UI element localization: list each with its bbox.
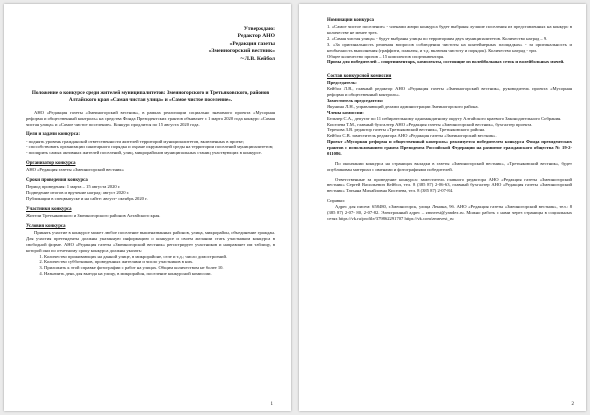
dates-line: Публикации в спецвыпуске и на сайте: август- октябрь 2020 г. bbox=[26, 196, 148, 202]
deputy-label: Заместитель председателя: bbox=[327, 98, 384, 103]
conditions-heading: Условия конкурса bbox=[26, 223, 66, 229]
goal-item: - способствовать организации санитарного порядка и охране окружающей среды на территории поселений муниципалитетов; bbox=[26, 144, 274, 150]
conditions-list-item: 4. Назначить день для выезда на улицу, в микрорайон, поселение конкурсной комиссии. bbox=[44, 271, 275, 277]
jury-heading: Состав конкурсной комиссии bbox=[327, 74, 392, 80]
page-number: 1 bbox=[270, 402, 273, 407]
document-title: Положение о конкурсе среди жителей муниципалитетов: Змеиногорского и Третьяковского, районов Алтайского края «Самая чистая улица» и «Самое чистое поселение». bbox=[31, 90, 270, 104]
conditions-list-item: 2. Количество субботников, проведенных жителями и число участников в них. bbox=[44, 259, 275, 265]
inquiries-heading: Справки: bbox=[327, 198, 345, 204]
nomination-item: 2. «Самая чистая улица» - будут выбраны улицы по территориям двух муниципалитетов. Количество наград – 9. bbox=[327, 35, 548, 41]
page-1-content bbox=[26, 24, 275, 399]
chairman-label: Председатель: bbox=[327, 80, 357, 86]
approval-line: «Змеиногорский вестник» bbox=[208, 47, 275, 54]
approval-line: Утверждаю: bbox=[243, 26, 275, 32]
page-number: 2 bbox=[571, 402, 574, 407]
prizes-text: Призы для победителей – спортинвентарь, комплекты, состоящие из волейбольных сеток и волейбольных мячей. bbox=[327, 59, 565, 65]
results-text: По окончании конкурса на страницах вкладки в газеты «Змеиногорский вестник», «Третьяковский вестник», будет опубликован материал с именами и фотографиями победителей. bbox=[327, 160, 572, 172]
members-label: Члены комиссии: bbox=[327, 109, 364, 115]
nomination-item: 1. «Самое чистое поселение» - членами жюри конкурса будет выбраны лучшие поселения из представленных на конкурс в количестве не менее трех. bbox=[327, 24, 572, 35]
page-2 bbox=[299, 4, 586, 411]
approval-line: «Редакция газеты bbox=[229, 40, 275, 47]
conditions-text: Принять участие в конкурсе может любое поселение вышеназванных районов, улица, микрорайон, объединение граждан. Для участия претенденты должны указанную информацию о конкурсе и своем желании стать участником конкурса в свободной форме. АНО «Редакция газеты «Змеиногорский вестник» регистрирует участников и направляет им таблицу, в которой они по отчетному сроку конкурса должны указать: bbox=[26, 230, 275, 253]
approval-signature: ~Л.В. Кейбол bbox=[239, 55, 275, 63]
conditions-list bbox=[26, 254, 275, 278]
page-2-content bbox=[327, 18, 572, 399]
nominations-heading: Номинации конкурса bbox=[327, 18, 374, 23]
conditions-list-item: 1. Количество проживающих на данной улице, в микрорайоне, селе и т.д.; число домостроений. bbox=[44, 254, 275, 260]
member-item: Кейбол С.В. заместитель редактора АНО «Редакция газеты «Змеиногорский вестник». bbox=[327, 133, 497, 139]
approval-line: Редактор АНО bbox=[237, 33, 275, 40]
member-item: Киселева Т.М., главный бухгалтер АНО «Редакция газеты «Змеиногорский вестник», бухгалтер проекта. bbox=[327, 121, 533, 127]
nomination-item: 3. «За оригинальность решения вопросов соблюдения чистоты на контейнерных площадках» - за оригинальность и необычность выполнения (граффити, плакаты, и т.д. включая чистоту и порядок). Количество наград - три. bbox=[327, 41, 572, 53]
dates-line: Подведение итогов и вручение наград: август 2020 г. bbox=[26, 190, 130, 196]
conditions-list-item: 3. Приложить к этой справке фотографии с работ на улицах. Общим количеством не более 10. bbox=[44, 265, 275, 271]
address-text: Адрес для писем: 658480, г.Змеиногорск, улица Ленина, 9б. АНО «Редакция газеты «Змеиногорский вестник», тел.: 8 (385 87) 2-07- 80, 2-07-82. Электронный адрес – zmnvest@yandex.ru. Можно работь с нами через страницы в социальных сетях https://vk.ru/profile/379862291707 https://vk.com/zmnvest_ru bbox=[327, 204, 572, 221]
participants-heading: Участники конкурса bbox=[26, 206, 72, 212]
goals-heading: Цели и задачи конкурса: bbox=[26, 132, 80, 138]
dates-line: Период проведения: 1 марта – 15 августа 2020 г. bbox=[26, 184, 121, 190]
deputy-text: Якунина Л.Н., управляющий делами администрации Змеиногорского района. bbox=[327, 103, 479, 109]
goal-item: - поднять уровень гражданской ответственности жителей территорий муниципалитетов, включенных в проект; bbox=[26, 138, 245, 144]
organizer-text: АНО «Редакция газеты «Змеиногорский вестник» bbox=[26, 167, 124, 173]
member-item: Бельчер С.А., депутат по 11 избирательному одномандатному округу Алтайского краевого Законодательного Собрания. bbox=[327, 115, 562, 121]
signature-mark: ~ bbox=[239, 55, 245, 63]
organizer-heading: Организатор конкурса bbox=[26, 161, 76, 167]
goal-item: - поощрить самых активных жителей поселений, улиц, микрорайонов муниципальных станиц участвующих в конкурсе. bbox=[26, 150, 262, 156]
member-item: Терехова З.В. редактор газеты «Третьяковский вестник», Третьяковского района. bbox=[327, 127, 486, 133]
prize-total: Общее количество призов – 15 комплектов спортинвентаря. bbox=[327, 53, 445, 59]
intro-paragraph: АНО «Редакция газеты «Змеиногорский вестник», в рамках реализации социально значимого проекта «Мусорная реформа и общественный контроль» на средства Фонда Президентских грантов объявляет с 1 марта 2020 года конкурс «Самая чистая улица» и «Самое чистое поселение». Конкурс продлится по 15 августа 2020 года. bbox=[26, 109, 275, 127]
approval-block bbox=[166, 26, 275, 63]
grant-note: Проект «Мусорная реформа и общественный контроль» реализуется победителем конкурса Фонда президентских грантов с использованием гранта Президента Российской Федерации на развитие гражданского общества № 19-2-011086. bbox=[327, 139, 572, 156]
dates-heading: Сроки проведения конкурса bbox=[26, 178, 88, 184]
participants-text: Жители Третьяковского и Змеиногорского районов Алтайского края. bbox=[26, 213, 161, 219]
chairman-text: Кейбол Л.В., главный редактор АНО «Редакция газеты «Змеиногорский вестник», руководитель проекта «Мусорная реформа и общественный контроль». bbox=[327, 86, 572, 98]
page-1 bbox=[4, 4, 291, 411]
responsible-text: Ответственные за проведение конкурса: заместитель главного редактора АНО «Редакция газеты «Змеиногорский вестник» Сергей Васильевич Кейбол, тел. 8 (385 87) 2-06-63, главный бухгалтер АНО «Редакция газеты «Змеиногорский вестник» Татьяна Михайловна Киселева, тел. 8 (385 87) 2-07-84. bbox=[327, 176, 572, 194]
